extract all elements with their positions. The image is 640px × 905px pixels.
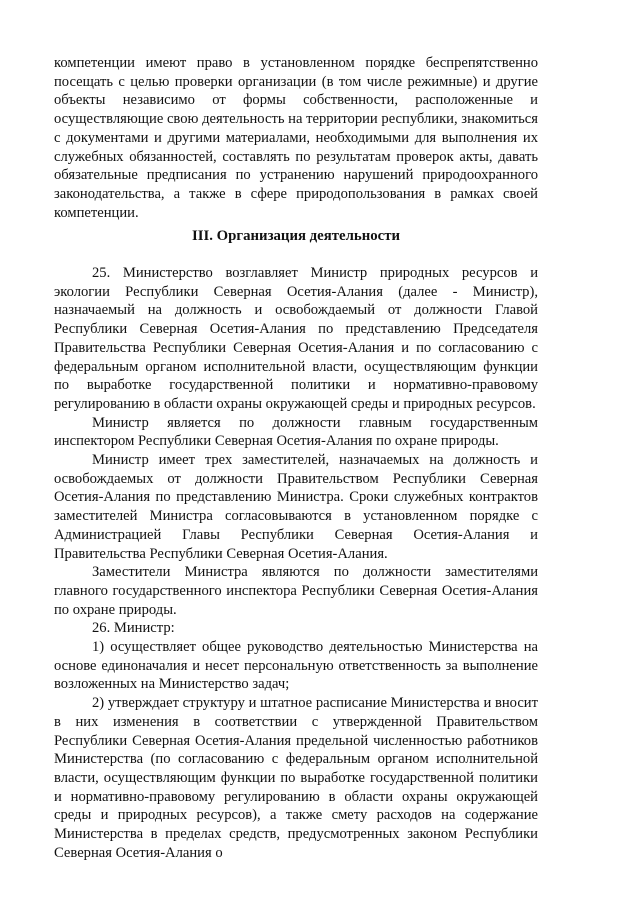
paragraph-competence-continuation: компетенции имеют право в установленном порядке беспрепятственно посещать с целью проверки организации (в том числе режимные) и другие объекты независимо от формы собственности, расположенные и осуществляющие свою деятельность на территории республики, знакомиться с документами и другими материалами, необходимыми для выполнения их служебных обязанностей, составлять по результатам проверок акты, давать обязательные предписания по устранению нарушений природоохранного законодательства, а также в сфере природопользования в рамках своей компетенции. [54, 55, 538, 221]
paragraph-minister-chief-inspector: Министр является по должности главным государственным инспектором Республики Северная Осетия-Алания по охране природы. [54, 414, 538, 450]
paragraph-26-item-2: 2) утверждает структуру и штатное расписание Министерства и вносит в них изменения в соответствии с утвержденной Правительством Республики Северная Осетия-Алания предельной численностью работников Министерства (по согласованию с федеральным органом исполнительной власти, осуществляющим функции по выработке государственной политики и нормативно-правовому регулированию в области охраны окружающей среды и природных ресурсов), а также смету расходов на содержание Министерства в пределах средств, предусмотренных законом Республики Северная Осетия-Алания о [54, 695, 538, 861]
main-text-block [54, 264, 538, 863]
paragraph-26-minister: 26. Министр: [92, 620, 175, 637]
top-text-block [54, 54, 538, 222]
paragraph-deputies: Министр имеет трех заместителей, назначаемых на должность и освобождаемых от должности Правительством Республики Северная Осетия-Алания по представлению Министра. Сроки служебных контрактов заместителей Министра согласовываются в установленном порядке с Администрацией Главы Республики Северная Осетия-Алания и Правительства Республики Северная Осетия-Алания. [54, 452, 538, 562]
section-heading: III. Организация деятельности [192, 228, 400, 244]
paragraph-deputies-inspectors: Заместители Министра являются по должности заместителями главного государственного инспектора Республики Северная Осетия-Алания по охране природы. [54, 564, 538, 618]
paragraph-26-item-1: 1) осуществляет общее руководство деятельностью Министерства на основе единоначалия и несет персональную ответственность за выполнение возложенных на Министерство задач; [54, 639, 538, 693]
paragraph-25-minister-appointment: 25. Министерство возглавляет Министр природных ресурсов и экологии Республики Северная Осетия-Алания (далее - Министр), назначаемый на должность и освобождаемый от должности Главой Республики Северная Осетия-Алания по представлению Председателя Правительства Республики Северная Осетия-Алания и по согласованию с федеральным органом исполнительной власти, осуществляющим функции по выработке государственной политики и нормативно-правовому регулированию в области охраны окружающей среды и природных ресурсов. [54, 265, 538, 412]
